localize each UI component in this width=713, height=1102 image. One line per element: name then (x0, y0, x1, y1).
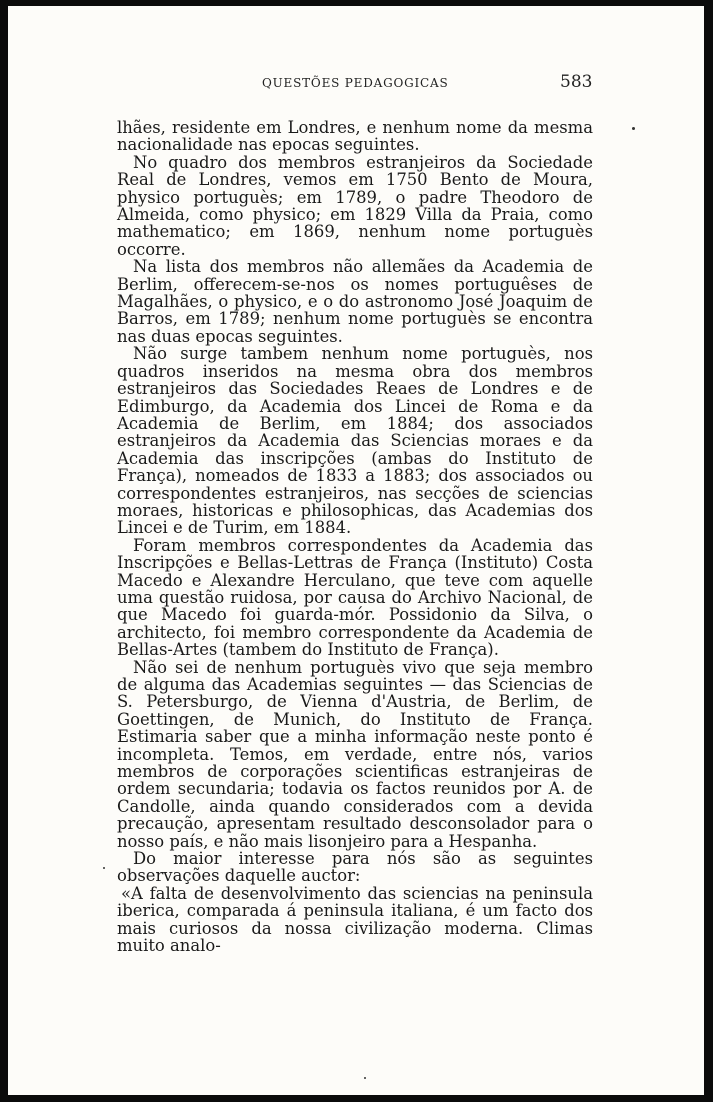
scan-border-top (0, 0, 713, 6)
scan-border-right (704, 0, 713, 1102)
page-number: 583 (560, 72, 593, 92)
scan-border-bottom (0, 1095, 713, 1102)
page-header (0, 72, 713, 96)
paragraph: lhães, residente em Londres, e nenhum nome da mesma nacionalidade nas epocas seguintes. (117, 118, 593, 155)
paragraph: Não sei de nenhum portuguès vivo que seja membro de alguma das Academias seguintes — das Sciencias de S. Petersburgo, de Vienna d'Austria, de Berlim, de Goettingen, de Munich, do Instituto de França. Estimaria saber que a minha informação neste ponto é incompleta. Temos, em verdade, entre nós, varios membros de corporações scientificas estranjeiras de ordem secundaria; todavia os factos reunidos por A. de Candolle, ainda quando considerados com a devida precaução, apresentam resultado desconsolador para o nosso país, e não mais lisonjeiro para a Hespanha. (117, 657, 593, 851)
scan-speck (364, 1077, 366, 1079)
paragraph: No quadro dos membros estranjeiros da Sociedade Real de Londres, vemos em 1750 Bento de Moura, physico portuguès; em 1789, o padre Theodoro de Almeida, como physico; em 1829 Villa da Praia, como mathematico; em 1869, nenhum nome portuguès occorre. (117, 152, 593, 259)
scan-border-left (0, 0, 8, 1102)
scan-speck (632, 127, 635, 130)
paragraph: Na lista dos membros não allemães da Academia de Berlim, offerecem-se-nos os nomes portuguêses de Magalhães, o physico, e o do astronomo José Joaquim de Barros, em 1789; nenhum nome portuguès se encontra nas duas epocas seguintes. (117, 257, 593, 346)
paragraph: Foram membros correspondentes da Academia das Inscripções e Bellas-Lettras de França (Instituto) Costa Macedo e Alexandre Herculano, que teve com aquelle uma questão ruidosa, por causa do Archivo Nacional, de que Macedo foi guarda-mór. Possidonio da Silva, o architecto, foi membro correspondente da Academia de Bellas-Artes (tambem do Instituto de França). (117, 535, 593, 660)
running-title: QUESTÕES PEDAGOGICAS (262, 76, 449, 90)
quote-paragraph: «A falta de desenvolvimento das sciencias na peninsula iberica, comparada á peninsula italiana, é um facto dos mais curiosos da nossa civilização moderna. Climas muito analo- (117, 883, 593, 956)
paragraph: Não surge tambem nenhum nome portuguès, nos quadros inseridos na mesma obra dos membros estranjeiros das Sociedades Reaes de Londres e de Edimburgo, da Academia dos Lincei de Roma e da Academia de Berlim, em 1884; dos associados estranjeiros da Academia das Sciencias moraes e da Academia das inscripções (ambas do Instituto de França), nomeados de 1833 a 1883; dos associados ou correspondentes estranjeiros, nas secções de sciencias moraes, historicas e philosophicas, das Academias dos Lincei e de Turim, em 1884. (117, 344, 593, 538)
paragraph: Do maior interesse para nós são as seguintes observações daquelle auctor: (117, 849, 593, 886)
scan-speck (103, 867, 105, 869)
page-body (117, 119, 593, 955)
